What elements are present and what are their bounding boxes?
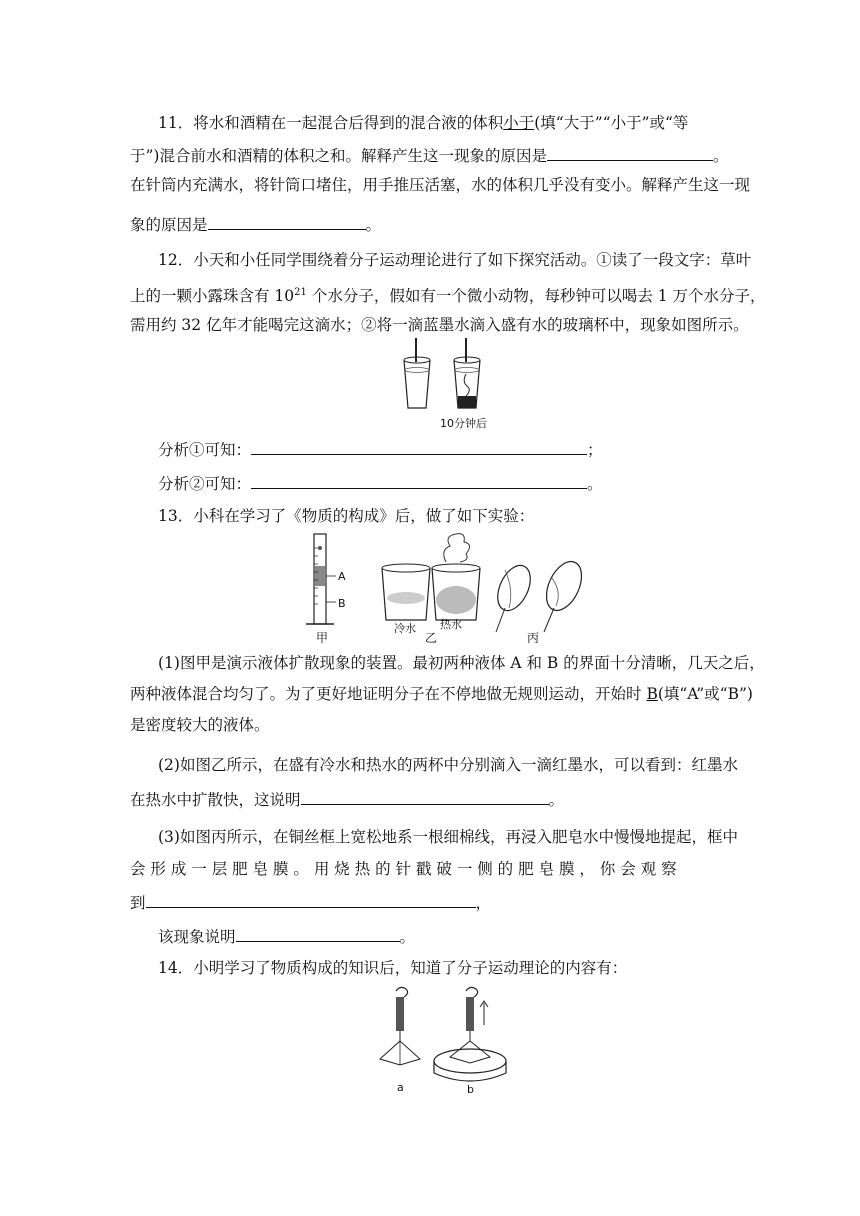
answer-blank[interactable] — [208, 213, 366, 230]
punctuation: 。 — [548, 791, 565, 809]
answer-blank[interactable] — [547, 144, 713, 161]
answer-blank[interactable] — [251, 438, 587, 455]
q13-part3-line-1: (3)如图丙所示，在铜丝框上宽松地系一根细棉线，再浸入肥皂水中慢慢地提起，框中 — [158, 828, 738, 846]
q13-text: 在热水中扩散快，这说明 — [130, 791, 301, 809]
label-bing: 丙 — [527, 631, 540, 645]
q11-text: 。 — [712, 147, 729, 165]
punctuation: 。 — [587, 475, 603, 493]
spring-scale-figure — [360, 985, 520, 1095]
q12-text: 上的一颗小露珠含有 10 — [130, 287, 295, 306]
answer-blank[interactable] — [146, 891, 476, 908]
q11-answer: 小于 — [503, 114, 535, 132]
q12-analysis-2 — [158, 472, 603, 494]
punctuation: ； — [587, 441, 603, 459]
label-jia: 甲 — [316, 631, 329, 645]
label-yi: 乙 — [425, 631, 438, 645]
q12-line-2 — [130, 283, 766, 306]
q12-analysis-1 — [158, 438, 603, 460]
answer-blank[interactable] — [301, 788, 549, 805]
q13-line-1: 13．小科在学习了《物质的构成》后，做了如下实验： — [158, 507, 535, 525]
label-B: B — [338, 597, 346, 610]
q13-part1-line-1: (1)图甲是演示液体扩散现象的装置。最初两种液体 A 和 B 的界面十分清晰，几天之后， — [158, 654, 765, 672]
q13-part2-line-2 — [130, 788, 564, 810]
ink-diffusion-figure — [400, 338, 490, 418]
q13-text: 到 — [130, 894, 146, 912]
label-b: b — [467, 1083, 474, 1096]
answer-blank[interactable] — [251, 472, 587, 489]
q11-text: (填“大于”“小于”或“等 — [534, 114, 689, 132]
q14-line-1: 14．小明学习了物质构成的知识后，知道了分子运动理论的内容有： — [158, 959, 628, 977]
q13-part2-line-1: (2)如图乙所示，在盛有冷水和热水的两杯中分别滴入一滴红墨水，可以看到：红墨水 — [158, 756, 738, 774]
analysis-label: 分析②可知： — [158, 475, 252, 493]
exponent: 21 — [294, 287, 307, 298]
label-cold-water: 冷水 — [394, 622, 416, 635]
q13-text: 该现象说明 — [158, 928, 236, 946]
q13-part3-line-4 — [158, 925, 415, 947]
q13-text: 两种液体混合均匀了。为了更好地证明分子在不停地做无规则运动，开始时 — [130, 685, 647, 703]
label-A: A — [338, 570, 346, 583]
q11-text: 于”)混合前水和酒精的体积之和。解释产生这一现象的原因是 — [130, 147, 547, 165]
q11-text: 11．将水和酒精在一起混合后得到的混合液的体积 — [158, 114, 504, 132]
q11-line-3: 在针筒内充满水，将针筒口堵住，用手推压活塞，水的体积几乎没有变小。解释产生这一现 — [130, 176, 751, 194]
q12-text: 个水分子，假如有一个微小动物，每秒钟可以喝去 1 万个水分子， — [306, 287, 766, 306]
label-a: a — [397, 1081, 404, 1094]
q11-line-4 — [130, 213, 381, 235]
q13-answer: B — [646, 685, 658, 703]
q13-part1-line-2 — [130, 684, 753, 704]
answer-blank[interactable] — [236, 925, 400, 942]
q11-line-2 — [130, 144, 729, 166]
q11-text: 。 — [365, 216, 382, 234]
q12-line-1: 12．小天和小任同学围绕着分子运动理论进行了如下探究活动。①读了一段文字：草叶 — [158, 251, 752, 269]
label-hot-water: 热水 — [440, 618, 462, 631]
q13-part1-line-3: 是密度较大的液体。 — [130, 716, 270, 734]
figure-caption: 10分钟后 — [440, 417, 487, 430]
q11-line-1 — [158, 113, 688, 133]
q12-line-3: 需用约 32 亿年才能喝完这滴水；②将一滴蓝墨水滴入盛有水的玻璃杯中，现象如图所示。 — [130, 316, 749, 334]
punctuation: ， — [475, 894, 492, 912]
punctuation: 。 — [399, 928, 416, 946]
q13-part3-line-2: 会 形 成 一 层 肥 皂 膜 。 用 烧 热 的 针 戳 破 一 侧 的 肥 皂 膜 ， 你 会 观 察 — [130, 860, 677, 878]
q11-text: 象的原因是 — [130, 216, 208, 234]
q13-part3-line-3 — [130, 891, 491, 913]
q13-text: (填“A”或“B”) — [657, 685, 753, 703]
analysis-label: 分析①可知： — [158, 441, 252, 459]
